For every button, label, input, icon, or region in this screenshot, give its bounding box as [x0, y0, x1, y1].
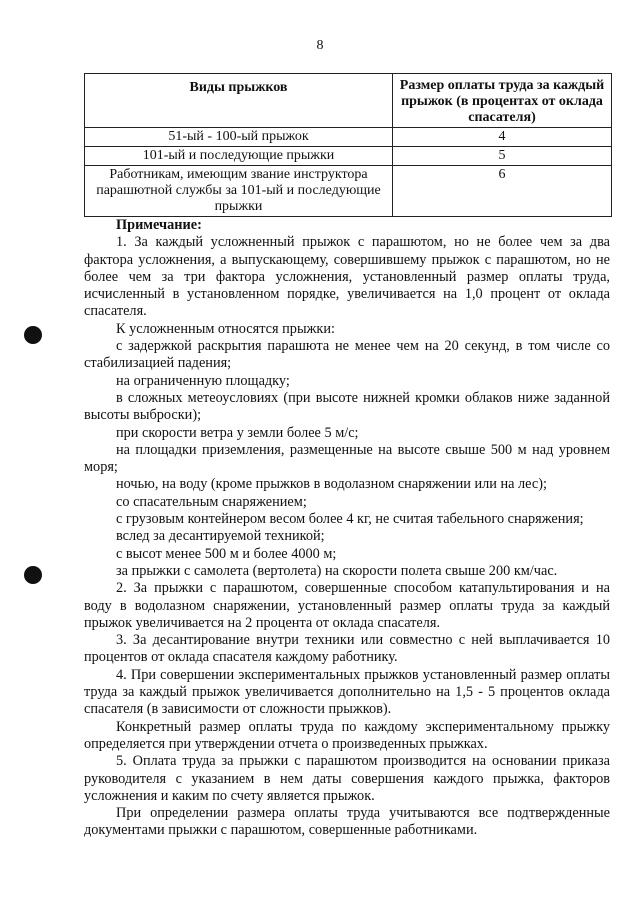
paragraph: вслед за десантируемой техникой; [116, 528, 325, 545]
paragraph: К усложненным относятся прыжки: [116, 320, 335, 337]
paragraph: с грузовым контейнером весом более 4 кг, не считая табельного снаряжения; [116, 511, 584, 528]
jump-type-cell: 51-ый - 100-ый прыжок [85, 128, 393, 147]
punch-hole-icon [24, 566, 42, 584]
paragraph: на ограниченную площадку; [116, 372, 290, 389]
punch-hole-icon [24, 326, 42, 344]
paragraph: Конкретный размер оплаты труда по каждому экспериментальному прыжку определяется при утверждении отчета о произведенных прыжках. [84, 718, 610, 752]
note-body [84, 217, 610, 840]
rate-cell: 6 [393, 166, 612, 217]
paragraph: со спасательным снаряжением; [116, 493, 307, 510]
paragraph: 5. Оплата труда за прыжки с парашютом производится на основании приказа руководителя с указанием в нем даты совершения каждого прыжка, факторов усложнения и каким по счету является прыжок. [84, 753, 610, 804]
jump-type-cell: Работникам, имеющим звание инструктора парашютной службы за 101-ый и последующие прыжки [85, 166, 393, 217]
jump-type-cell: 101-ый и последующие прыжки [85, 147, 393, 166]
paragraph: 2. За прыжки с парашютом, совершенные способом катапультирования и на воду в водолазном снаряжении, установленный размер оплаты труда за каждый прыжок увеличивается на 2 процента от оклада спасателя. [84, 580, 610, 631]
table-header-row [85, 74, 612, 128]
paragraph: с задержкой раскрытия парашюта не менее чем на 20 секунд, в том числе со стабилизацией падения; [84, 338, 610, 372]
paragraph: При определении размера оплаты труда учитываются все подтвержденные документами прыжки с парашютом, совершенные работниками. [84, 805, 610, 839]
paragraph: 3. За десантирование внутри техники или совместно с ней выплачивается 10 процентов от оклада спасателя каждому работнику. [84, 632, 610, 666]
page-number: 8 [316, 38, 324, 53]
table-row [85, 128, 612, 147]
paragraph: ночью, на воду (кроме прыжков в водолазном снаряжении или на лес); [116, 476, 547, 493]
rate-cell: 5 [393, 147, 612, 166]
header-jump-type: Виды прыжков [85, 74, 393, 128]
rates-table [84, 73, 612, 217]
paragraph: с высот менее 500 м и более 4000 м; [116, 545, 337, 562]
table-row [85, 166, 612, 217]
paragraph: за прыжки с самолета (вертолета) на скорости полета свыше 200 км/час. [116, 562, 558, 579]
paragraph: при скорости ветра у земли более 5 м/с; [116, 424, 359, 441]
table-row [85, 147, 612, 166]
header-pay-rate: Размер оплаты труда за каждый прыжок (в процентах от оклада спасателя) [393, 74, 612, 128]
note-title: Примечание: [116, 217, 202, 233]
paragraph: в сложных метеоусловиях (при высоте нижней кромки облаков ниже заданной высоты выброски); [84, 389, 610, 424]
rate-cell: 4 [393, 128, 612, 147]
paragraph: 4. При совершении экспериментальных прыжков установленный размер оплаты труда за каждый прыжок увеличивается дополнительно на 1,5 - 5 процентов оклада спасателя (в зависимости от сложности прыжков). [84, 666, 610, 718]
paragraph: 1. За каждый усложненный прыжок с парашютом, но не более чем за два фактора усложнения, а выпускающему, совершившему прыжок с парашютом, но не более чем за три фактора усложнения, установленный размер оплаты труда, исчисленный в установленном порядке, увеличивается на 1,0 процент от оклада спасателя. [84, 234, 610, 320]
paragraph: на площадки приземления, размещенные на высоте свыше 500 м над уровнем моря; [84, 441, 610, 476]
